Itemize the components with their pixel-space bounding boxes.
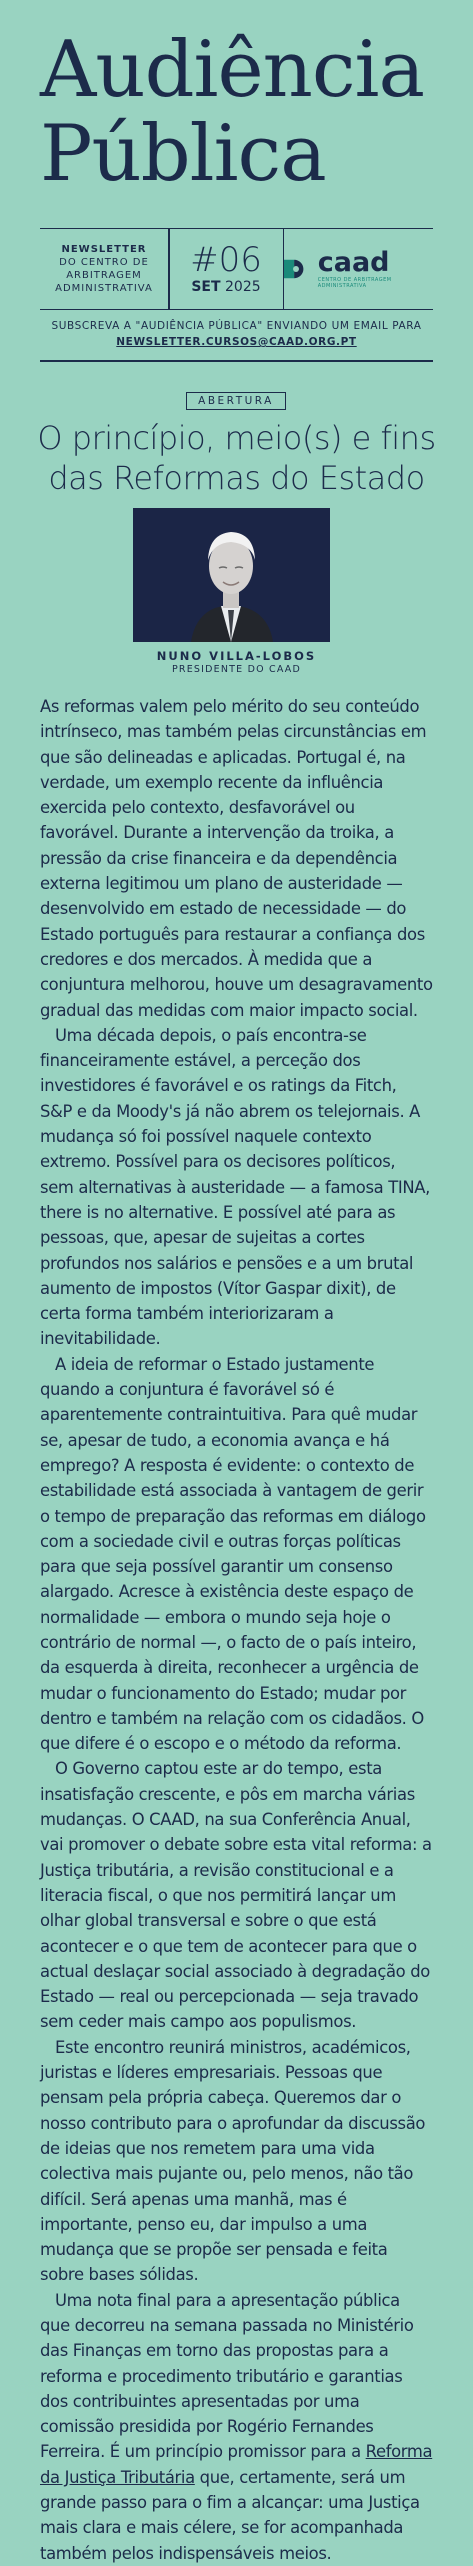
author-portrait-icon	[133, 508, 330, 642]
article-paragraph: As reformas valem pelo mérito do seu conteúdo intrínseco, mas também pelas circunstâncias em que são delineadas e aplicadas. Portugal é, na verdade, um exemplo recente da influência exercida pelo contexto, desfavorável ou favorável. Durante a intervenção da troika, a pressão da crise financeira e da dependência externa legitimou um plano de austeridade — desenvolvido em estado de necessidade — do Estado português para restaurar a confiança dos credores e dos mercados. À medida que a conjuntura melhorou, houve um desagravamento gradual das medidas com maior impacto social.	[40, 697, 433, 1020]
logo-block	[284, 249, 433, 289]
subscribe-text: SUBSCREVA A "AUDIÊNCIA PÚBLICA" ENVIANDO UM EMAIL PARA	[51, 320, 422, 332]
issue-year: 2025	[225, 279, 261, 295]
issue-number: #06	[190, 240, 262, 280]
article-body	[40, 694, 433, 2566]
newsletter-label-line: ARBITRAGEM	[66, 270, 142, 281]
issue-info-bar	[40, 228, 433, 310]
author-name: NUNO VILLA-LOBOS	[156, 649, 317, 663]
article-paragraph-final	[40, 2288, 433, 2566]
logo-text: caad	[317, 247, 390, 278]
caad-mark-icon	[284, 257, 312, 281]
section-tag: ABERTURA	[186, 392, 286, 410]
newsletter-label-line: ADMINISTRATIVA	[55, 283, 153, 294]
logo-text-block	[318, 249, 433, 289]
article-paragraph: Uma década depois, o país encontra-se financeiramente estável, a perceção dos investidores é favorável e os ratings da Fitch, S&P e da Moody's já não abrem os telejornais. A mudança só foi possível naquele contexto extremo. Possível para os decisores políticos, sem alternativas à austeridade — a famosa TINA, there is no alternative. E possível até para as pessoas, que, apesar de sujeitas a cortes profundos nos salários e pensões e a um brutal aumento de impostos (Vítor Gaspar dixit), de certa forma também interiorizaram a inevitabilidade.	[40, 1025, 430, 1349]
article-paragraph: A ideia de reformar o Estado justamente quando a conjuntura é favorável só é aparentemente contraintuitiva. Para quê mudar se, apesar de tudo, a economia avança e há emprego? A resposta é evidente: o contexto de estabilidade está associada à vantagem de gerir o tempo de preparação das reformas em diálogo com a sociedade civil e outras forças políticas para que seja possível garantir um consenso alargado. Acresce à existência deste espaço de normalidade — embora o mundo seja hoje o contrário de normal —, o facto de o país inteiro, da esquerda à direita, reconhecer a urgência de mudar o funcionamento do Estado; mudar por dentro e também na relação com os cidadãos. O que difere é o escopo e o método da reforma.	[40, 1354, 426, 1754]
newsletter-label-line: DO CENTRO DE	[59, 257, 149, 268]
author-photo	[133, 508, 330, 642]
article-headline: O princípio, meio(s) e fins das Reformas do Estado	[37, 419, 436, 497]
paragraph-text: que, certamente, será um grande passo para o fim a alcançar: uma Justiça mais clara e mais célere, se for acompanhada também pelos indispensáveis meios.	[40, 2467, 420, 2563]
reform-link[interactable]: Reforma da Justiça Tributária	[40, 2442, 433, 2487]
article-paragraph: Este encontro reunirá ministros, académicos, juristas e líderes empresariais. Pessoas que pensam pela própria cabeça. Queremos dar o nosso contributo para o aprofundar da discussão de ideias que nos remetem para uma vida colectiva mais pujante ou, pelo menos, não tão difícil. Será apenas uma manhã, mas é importante, penso eu, dar impulso a uma mudança que se propõe ser pensada e feita sobre bases sólidas.	[40, 2037, 426, 2285]
issue-month: SET	[191, 279, 221, 295]
article-paragraph: O Governo captou este ar do tempo, esta insatisfação crescente, e pôs em marcha várias mudanças. O CAAD, na sua Conferência Anual, vai promover o debate sobre esta vital reforma: a Justiça tributária, a revisão constitucional e a literacia fiscal, o que nos permitirá lançar um olhar global transversal e sobre o que está acontecer e o que tem de acontecer para que o actual deslaçar social associado à degradação do Estado — real ou percepcionada — seja travado sem ceder mais campo aos populismos.	[40, 1759, 432, 2032]
subscribe-email-link[interactable]: NEWSLETTER.CURSOS@CAAD.ORG.PT	[116, 336, 357, 348]
author-role: PRESIDENTE DO CAAD	[171, 664, 302, 675]
newsletter-label	[40, 243, 168, 295]
masthead-line-1: Audiência	[40, 25, 424, 115]
caad-logo[interactable]	[284, 249, 433, 289]
paragraph-text: Uma nota final para a apresentação pública que decorreu na semana passada no Ministério das Finanças em torno das propostas para a reforma e procedimento tributário e garantias dos contribuintes apresentadas por uma comissão presidida por Rogério Fernandes Ferreira. É um princípio promissor para a	[40, 2290, 414, 2462]
masthead-line-2: Pública	[40, 109, 326, 199]
logo-subtitle: CENTRO DE ARBITRAGEM ADMINISTRATIVA	[317, 277, 392, 289]
issue-date	[170, 278, 283, 296]
masthead	[40, 25, 440, 199]
issue-number-block	[170, 242, 283, 296]
newsletter-label-strong: NEWSLETTER	[61, 244, 147, 255]
divider	[40, 360, 433, 362]
subscribe-note	[40, 318, 433, 350]
